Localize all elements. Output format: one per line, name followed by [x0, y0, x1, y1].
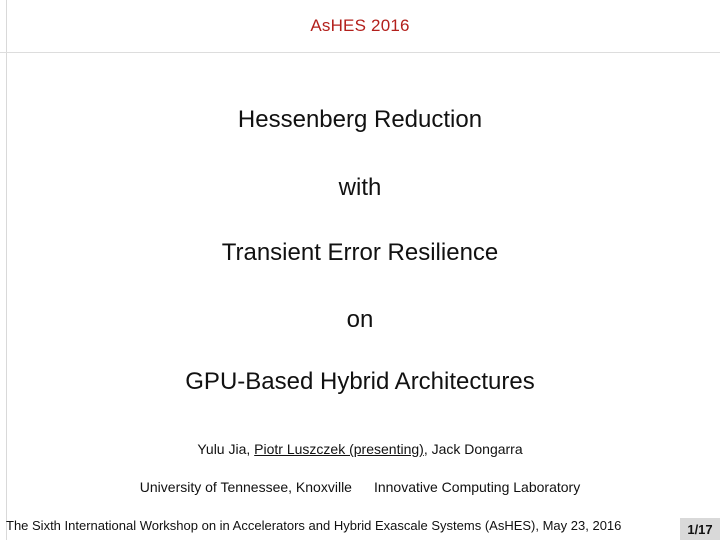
author-dongarra: , Jack Dongarra	[423, 441, 523, 457]
affiliation-lab: Innovative Computing Laboratory	[373, 479, 581, 495]
title-line-4: on	[346, 306, 374, 333]
footer-workshop-text: The Sixth International Workshop on in Accelerators and Hybrid Exascale Systems (AsHES), May 23, 2016	[6, 518, 622, 533]
header-title: AsHES 2016	[310, 16, 410, 35]
author-jia: Yulu Jia,	[197, 441, 255, 457]
slide-header	[0, 0, 720, 53]
left-margin-rule	[6, 0, 7, 540]
title-line-1: Hessenberg Reduction	[237, 106, 483, 133]
title-line-2: with	[338, 174, 382, 201]
title-line-5: GPU-Based Hybrid Architectures	[185, 368, 535, 395]
authors-line	[0, 441, 720, 457]
title-line-3: Transient Error Resilience	[221, 239, 499, 266]
affiliations-line	[0, 479, 720, 495]
page-number: 1/17	[680, 518, 720, 540]
author-luszczek-presenting: Piotr Luszczek (presenting)	[254, 441, 424, 457]
affiliation-university: University of Tennessee, Knoxville	[139, 479, 352, 495]
